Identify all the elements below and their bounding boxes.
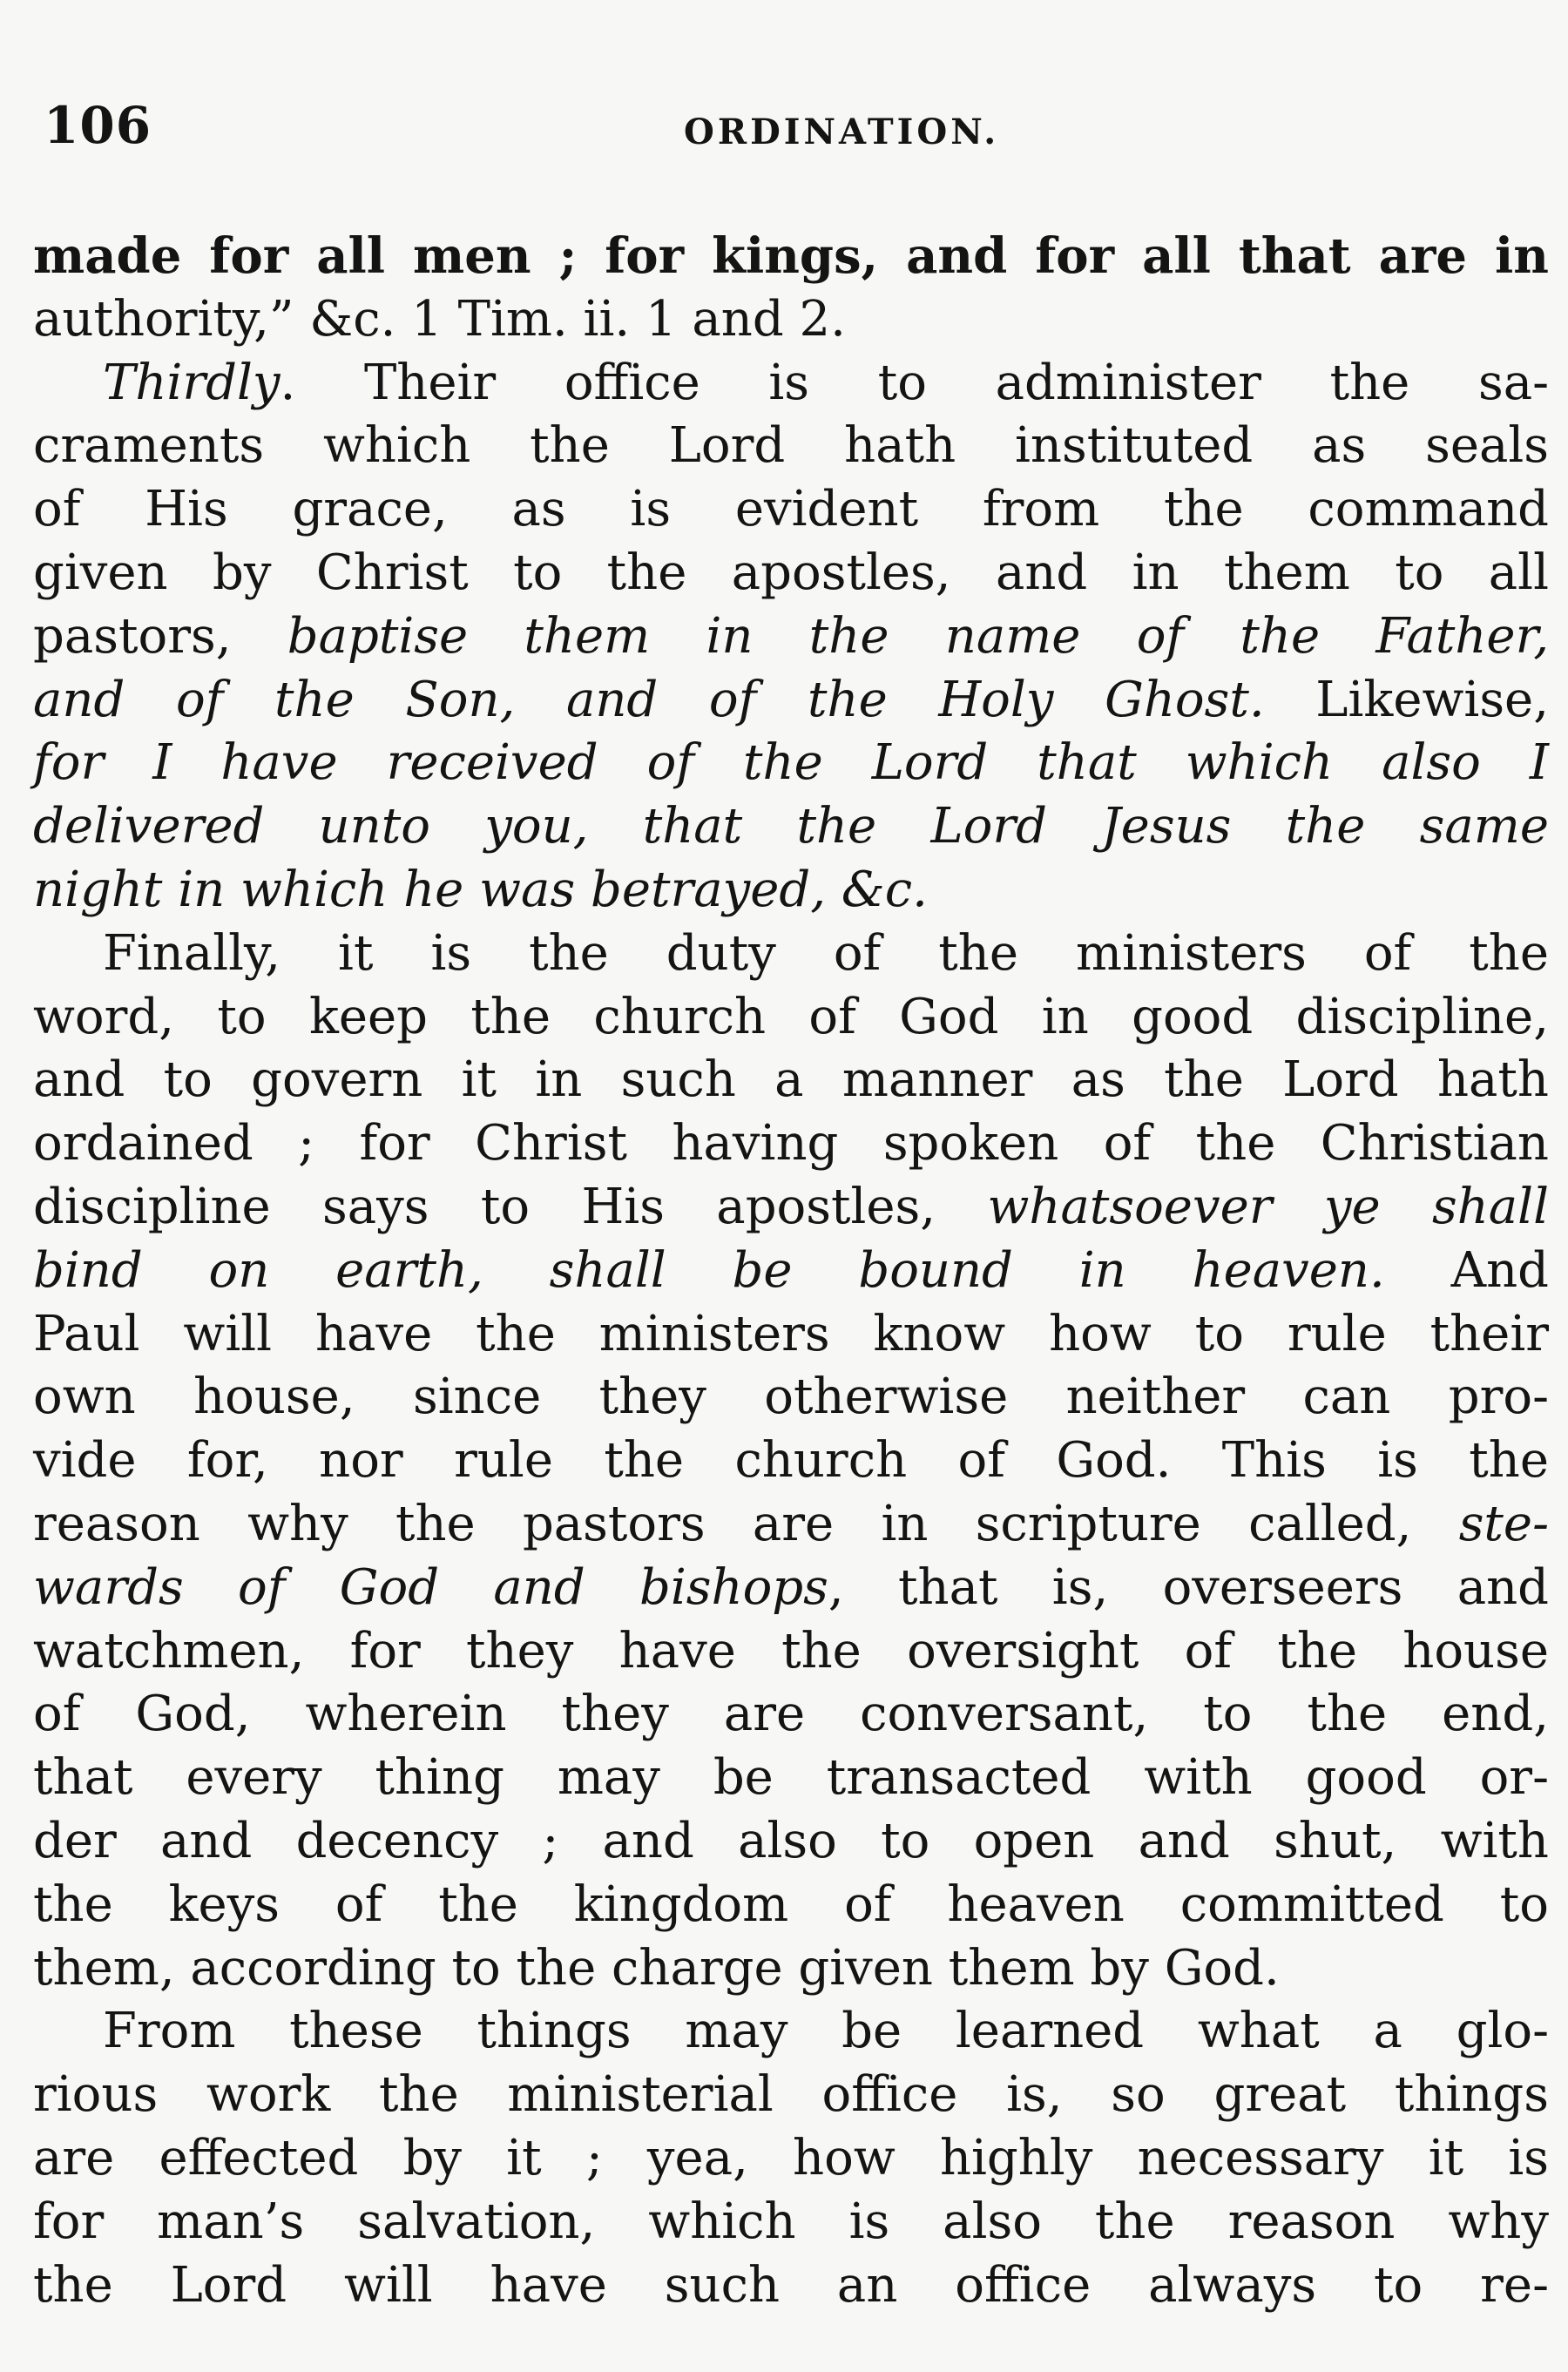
text-segment: rious work the ministerial office is, so great things [33,2066,1549,2124]
page-header [44,96,1542,174]
text-segment: der and decency ; and also to open and shut, with [33,1812,1549,1869]
body-text [33,225,1549,2317]
text-line [33,1874,1549,1937]
text-segment: Likewise, [1264,671,1549,728]
text-line [33,2064,1549,2127]
text-segment: of God, wherein they are conversant, to the end, [33,1686,1549,1743]
text-line [33,986,1549,1050]
text-segment: and to govern it in such a manner as the Lord hath [33,1051,1549,1109]
italic-text-segment: for I have received of the Lord that which also I [33,734,1549,792]
page-number: 106 [44,96,152,155]
text-segment: pastors, [33,607,287,665]
text-line [33,859,1549,922]
text-line [33,288,1549,352]
text-line [33,1176,1549,1240]
text-segment: of His grace, as is evident from the command [33,481,1549,538]
text-segment: given by Christ to the apostles, and in them to all [33,544,1549,601]
text-segment: Finally, it is the duty of the ministers of the [103,924,1549,982]
text-segment: the keys of the kingdom of heaven committed to [33,1875,1549,1933]
text-segment: word, to keep the church of God in good discipline, [33,988,1549,1045]
text-line [33,1747,1549,1810]
text-segment: discipline says to His apostles, [33,1178,988,1235]
text-line [33,2254,1549,2318]
text-segment: . Their office is to administer the sa- [280,354,1549,411]
text-segment: And [1384,1241,1550,1299]
italic-text-segment: baptise them in the name of the Father, [287,607,1549,665]
text-line [33,1429,1549,1493]
text-line [33,1557,1549,1620]
text-segment: are effected by it ; yea, how highly necessary it is [33,2129,1549,2186]
text-segment: vide for, nor rule the church of God. This is the [33,1432,1549,1490]
text-line [33,732,1549,795]
text-line [33,1937,1549,2001]
text-line [33,1240,1549,1303]
text-segment: watchmen, for they have the oversight of the house [33,1622,1549,1679]
text-segment: authority,” &c. 1 Tim. ii. 1 and 2. [33,290,846,348]
text-line [33,2191,1549,2254]
italic-text-segment: delivered unto you, that the Lord Jesus the same [33,798,1549,855]
running-head: ORDINATION. [684,112,1000,152]
italic-text-segment: and of the Son, and of the Holy Ghost. [33,671,1265,728]
text-line [33,478,1549,542]
text-segment: Paul will have the ministers know how to rule their [33,1305,1549,1362]
text-line [33,2127,1549,2191]
text-line [33,1683,1549,1747]
italic-text-segment: wards of God and bishops [33,1558,828,1616]
text-line [33,1303,1549,1367]
text-segment: made for all men ; for kings, and for all that are in [33,227,1549,285]
italic-text-segment: ste- [1458,1495,1549,1552]
text-line [33,922,1549,986]
text-line [33,352,1549,416]
text-line [33,795,1549,859]
italic-text-segment: bind on earth, shall be bound in heaven. [33,1241,1385,1299]
text-segment: own house, since they otherwise neither can pro- [33,1368,1549,1426]
text-segment: craments which the Lord hath instituted as seals [33,417,1549,475]
text-line [33,1049,1549,1112]
text-line [33,669,1549,733]
text-line [33,1620,1549,1684]
text-segment: From these things may be learned what a glo- [103,2003,1549,2060]
italic-text-segment: Thirdly [103,354,280,411]
text-line [33,1366,1549,1429]
text-segment: the Lord will have such an office always to re- [33,2256,1549,2314]
text-segment: ordained ; for Christ having spoken of the Christian [33,1115,1549,1172]
text-line [33,1493,1549,1557]
text-line [33,225,1549,288]
text-segment: reason why the pastors are in scripture called, [33,1495,1459,1552]
text-line [33,1112,1549,1176]
text-segment: , that is, overseers and [828,1558,1549,1616]
italic-text-segment: whatsoever ye shall [987,1178,1549,1235]
text-line [33,542,1549,605]
text-line [33,415,1549,478]
text-line [33,1810,1549,1874]
text-segment: that every thing may be transacted with good or- [33,1749,1549,1807]
italic-text-segment: night in which he was betrayed, &c. [33,861,928,918]
text-segment: them, according to the charge given them by God. [33,1939,1280,1997]
text-segment: for man’s salvation, which is also the reason why [33,2193,1549,2250]
text-line [33,2000,1549,2064]
text-line [33,605,1549,669]
